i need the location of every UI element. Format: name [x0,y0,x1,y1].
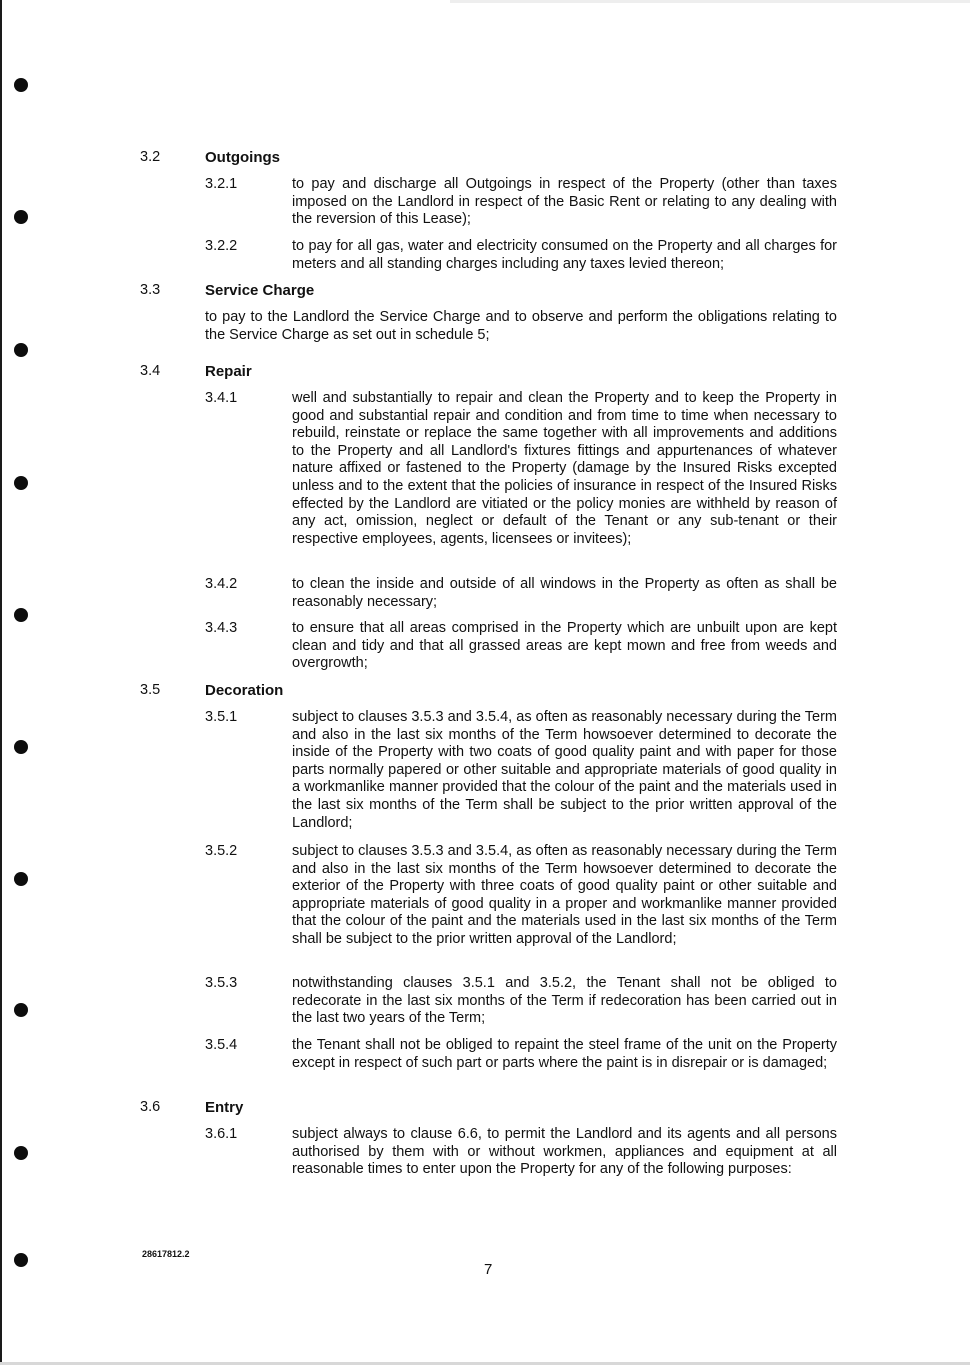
clause-text: subject to clauses 3.5.3 and 3.5.4, as often as reasonably necessary during the Term and also in the last six months of the Term howsoever determined to decorate the exterior of the Property with three coats of good quality paint or other suitable and appropriate materials of good quality in a proper and workmanlike manner provided that the colour of the paint and the materials used in the last six months of the Term shall be subject to the prior written approval of the Landlord; [292,843,837,947]
clause-number: 3.5.1 [205,709,238,725]
clause-number: 3.6.1 [205,1126,238,1142]
punch-hole-icon [14,476,28,490]
document-reference: 28617812.2 [142,1249,190,1259]
clause-text: notwithstanding clauses 3.5.1 and 3.5.2, the Tenant shall not be obliged to redecorate in the last six months of the Term if redecoration has been carried out in the last two years of the Term; [292,975,837,1027]
clause-number: 3.5.4 [205,1037,238,1053]
section-heading-repair: Repair [205,363,252,380]
clause-text: to ensure that all areas comprised in the Property which are unbuilt upon are kept clean and tidy and that all grassed areas are kept mown and free from weeds and overgrowth; [292,620,837,672]
clause-text: to pay and discharge all Outgoings in respect of the Property (other than taxes imposed on the Landlord in respect of the Basic Rent or relating to any dealing with the reversion of this Lease); [292,176,837,228]
section-number: 3.6 [140,1099,161,1115]
section-heading-service-charge: Service Charge [205,282,315,299]
clause-text: to pay for all gas, water and electricity consumed on the Property and all charges for meters and all standing charges including any taxes levied thereon; [292,238,837,272]
section-number: 3.4 [140,363,161,379]
punch-hole-icon [14,1253,28,1267]
punch-hole-icon [14,210,28,224]
section-number: 3.3 [140,282,161,298]
clause-number: 3.5.3 [205,975,238,991]
punch-hole-icon [14,1146,28,1160]
punch-hole-icon [14,740,28,754]
section-number: 3.5 [140,682,161,698]
section-number: 3.2 [140,149,161,165]
page-number: 7 [484,1261,493,1278]
clause-number: 3.5.2 [205,843,238,859]
clause-number: 3.4.1 [205,390,238,406]
clause-number: 3.2.1 [205,176,238,192]
punch-hole-icon [14,608,28,622]
section-body-text: to pay to the Landlord the Service Charge and to observe and perform the obligations relating to the Service Charge as set out in schedule 5; [205,309,837,343]
section-heading-outgoings: Outgoings [205,149,280,166]
clause-text: subject always to clause 6.6, to permit the Landlord and its agents and all persons authorised by them with or without workmen, appliances and equipment at all reasonable times to enter upon the Property for any of the following purposes: [292,1126,837,1178]
section-heading-decoration: Decoration [205,682,284,699]
clause-number: 3.4.3 [205,620,238,636]
clause-number: 3.4.2 [205,576,238,592]
section-heading-entry: Entry [205,1099,244,1116]
clause-text: subject to clauses 3.5.3 and 3.5.4, as often as reasonably necessary during the Term and also in the last six months of the Term howsoever determined to decorate the inside of the Property with two coats of good quality paint and with paper for those parts normally papered or other suitable and appropriate materials of good quality in a workmanlike manner provided that the colour of the paint and the materials used in the last six months of the Term shall be subject to the prior written approval of the Landlord; [292,709,837,831]
clause-text: to clean the inside and outside of all windows in the Property as often as shall be reasonably necessary; [292,576,837,610]
scan-left-edge [0,0,2,1365]
scan-top-edge [450,0,970,3]
punch-hole-icon [14,872,28,886]
punch-hole-icon [14,78,28,92]
punch-hole-icon [14,1003,28,1017]
clause-number: 3.2.2 [205,238,238,254]
punch-hole-icon [14,343,28,357]
clause-text: well and substantially to repair and clean the Property and to keep the Property in good and substantial repair and condition and from time to time when necessary to rebuild, reinstate or replace the same together with all improvements and additions to the Property and all Landlord's fixtures fittings and appurtenances of whatever nature affixed or fastened to the Property (damage by the Insured Risks excepted unless and to the extent that the policies of insurance in respect of the Insured Risks effected by the Landlord are vitiated or the policy monies are withheld by reason of any act, omission, neglect or default of the Tenant or any sub-tenant or their respective employees, agents, licensees or invitees); [292,390,837,547]
clause-text: the Tenant shall not be obliged to repaint the steel frame of the unit on the Property except in respect of such part or parts where the paint is in disrepair or is damaged; [292,1037,837,1071]
